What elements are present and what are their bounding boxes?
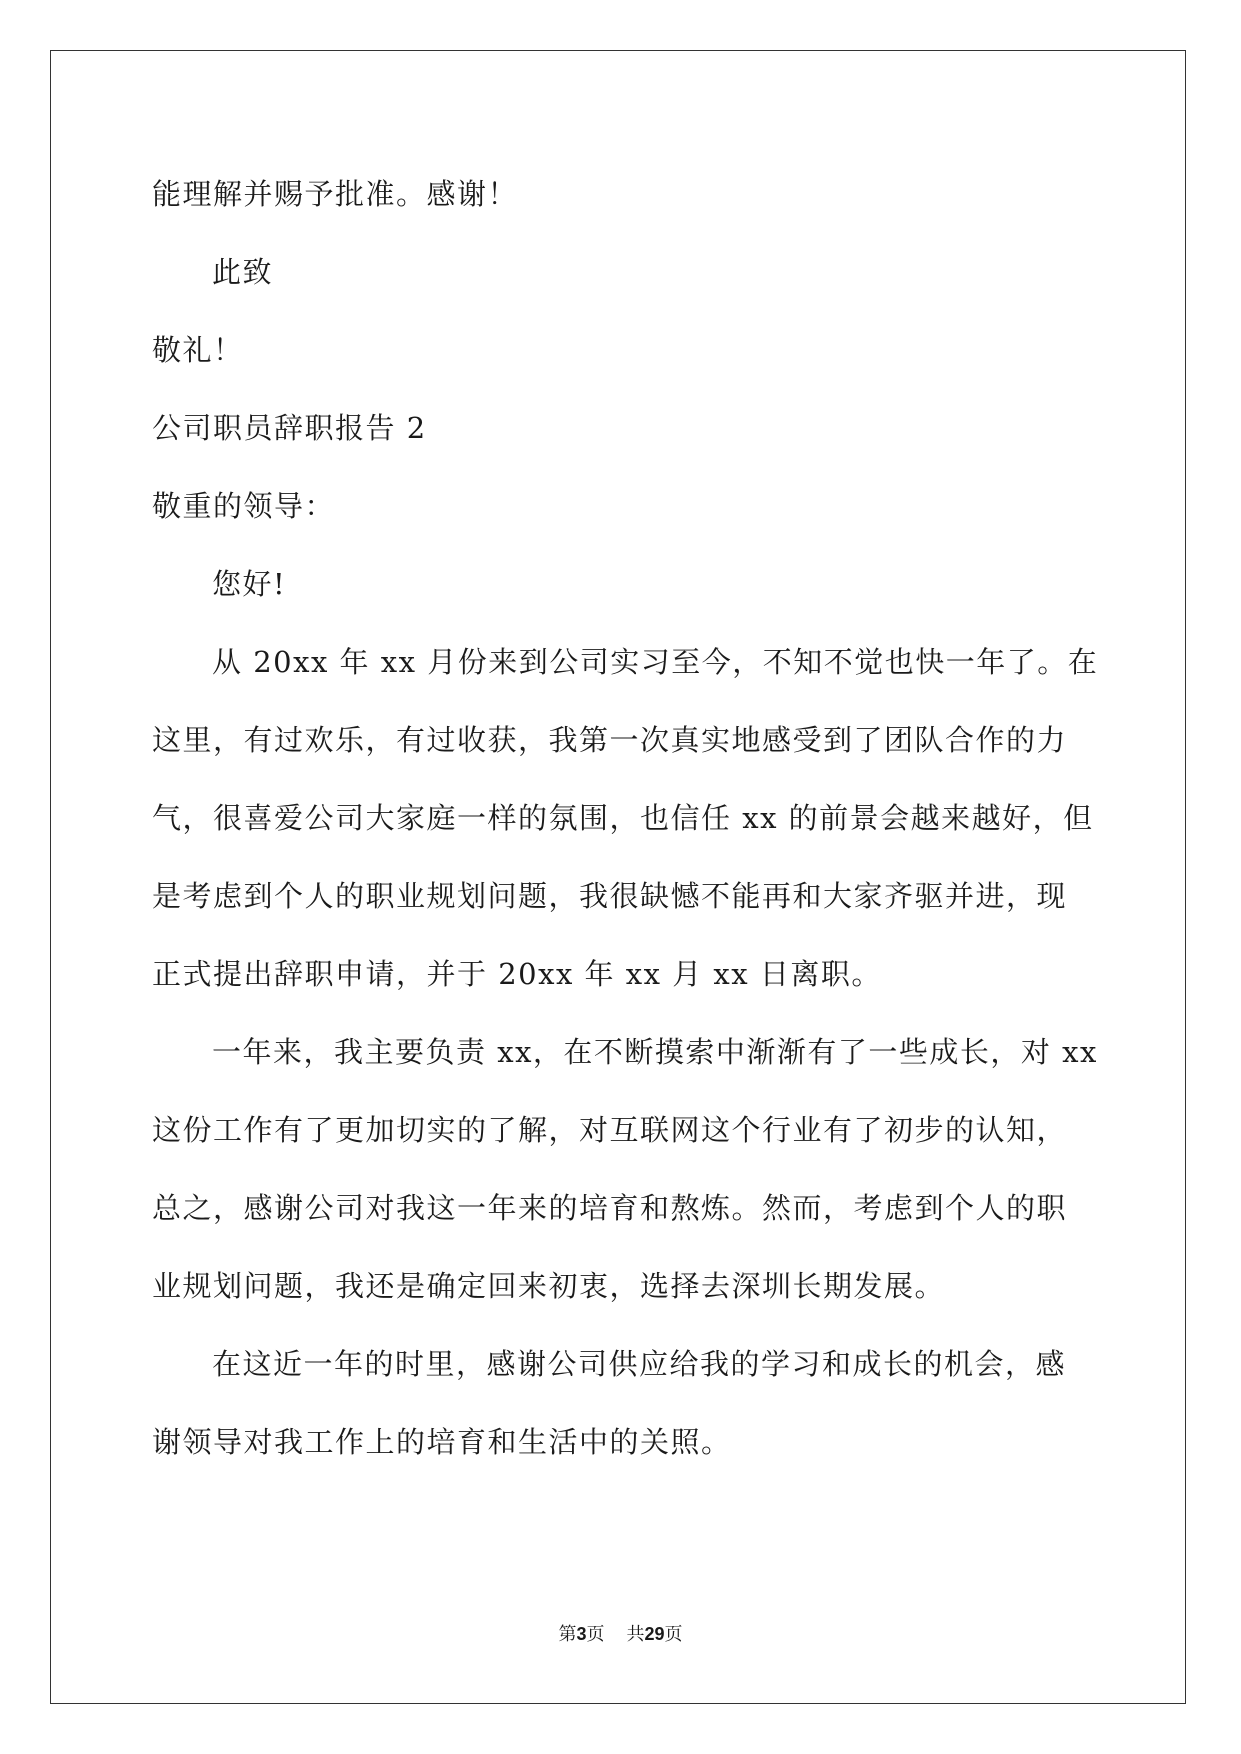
total-label-prefix: 共 <box>626 1624 645 1645</box>
text-line: 在这近一年的时里，感谢公司供应给我的学习和成长的机会，感 <box>212 1347 1067 1381</box>
total-label-suffix: 页 <box>664 1624 683 1645</box>
text-line: 总之，感谢公司对我这一年来的培育和熬炼。然而，考虑到个人的职 <box>152 1191 1068 1225</box>
text-line: 此致 <box>212 255 274 289</box>
page-number: 3 <box>576 1624 587 1644</box>
text-line: 从 20xx 年 xx 月份来到公司实习至今，不知不觉也快一年了。在 <box>212 645 1099 679</box>
section-heading: 公司职员辞职报告 2 <box>152 411 427 445</box>
text-line: 这份工作有了更加切实的了解，对互联网这个行业有了初步的认知， <box>152 1113 1068 1147</box>
text-line: 您好! <box>212 567 287 601</box>
text-line: 敬礼！ <box>152 333 244 367</box>
text-line: 气，很喜爱公司大家庭一样的氛围，也信任 xx 的前景会越来越好，但 <box>152 801 1094 835</box>
page-label-prefix: 第 <box>558 1624 577 1645</box>
text-line: 业规划问题，我还是确定回来初衷，选择去深圳长期发展。 <box>152 1269 946 1303</box>
text-line: 正式提出辞职申请，并于 20xx 年 xx 月 xx 日离职。 <box>152 957 882 991</box>
text-line: 一年来，我主要负责 xx，在不断摸索中渐渐有了一些成长，对 xx <box>212 1035 1098 1069</box>
text-line: 谢领导对我工作上的培育和生活中的关照。 <box>152 1425 732 1459</box>
text-line: 敬重的领导： <box>152 489 336 523</box>
total-pages: 29 <box>644 1624 665 1644</box>
text-line: 这里，有过欢乐，有过收获，我第一次真实地感受到了团队合作的力 <box>152 723 1068 757</box>
text-line: 是考虑到个人的职业规划问题，我很缺憾不能再和大家齐驱并进，现 <box>152 879 1068 913</box>
page-footer <box>0 1622 1241 1647</box>
page-label-suffix: 页 <box>586 1624 605 1645</box>
text-line: 能理解并赐予批准。感谢！ <box>152 177 519 211</box>
